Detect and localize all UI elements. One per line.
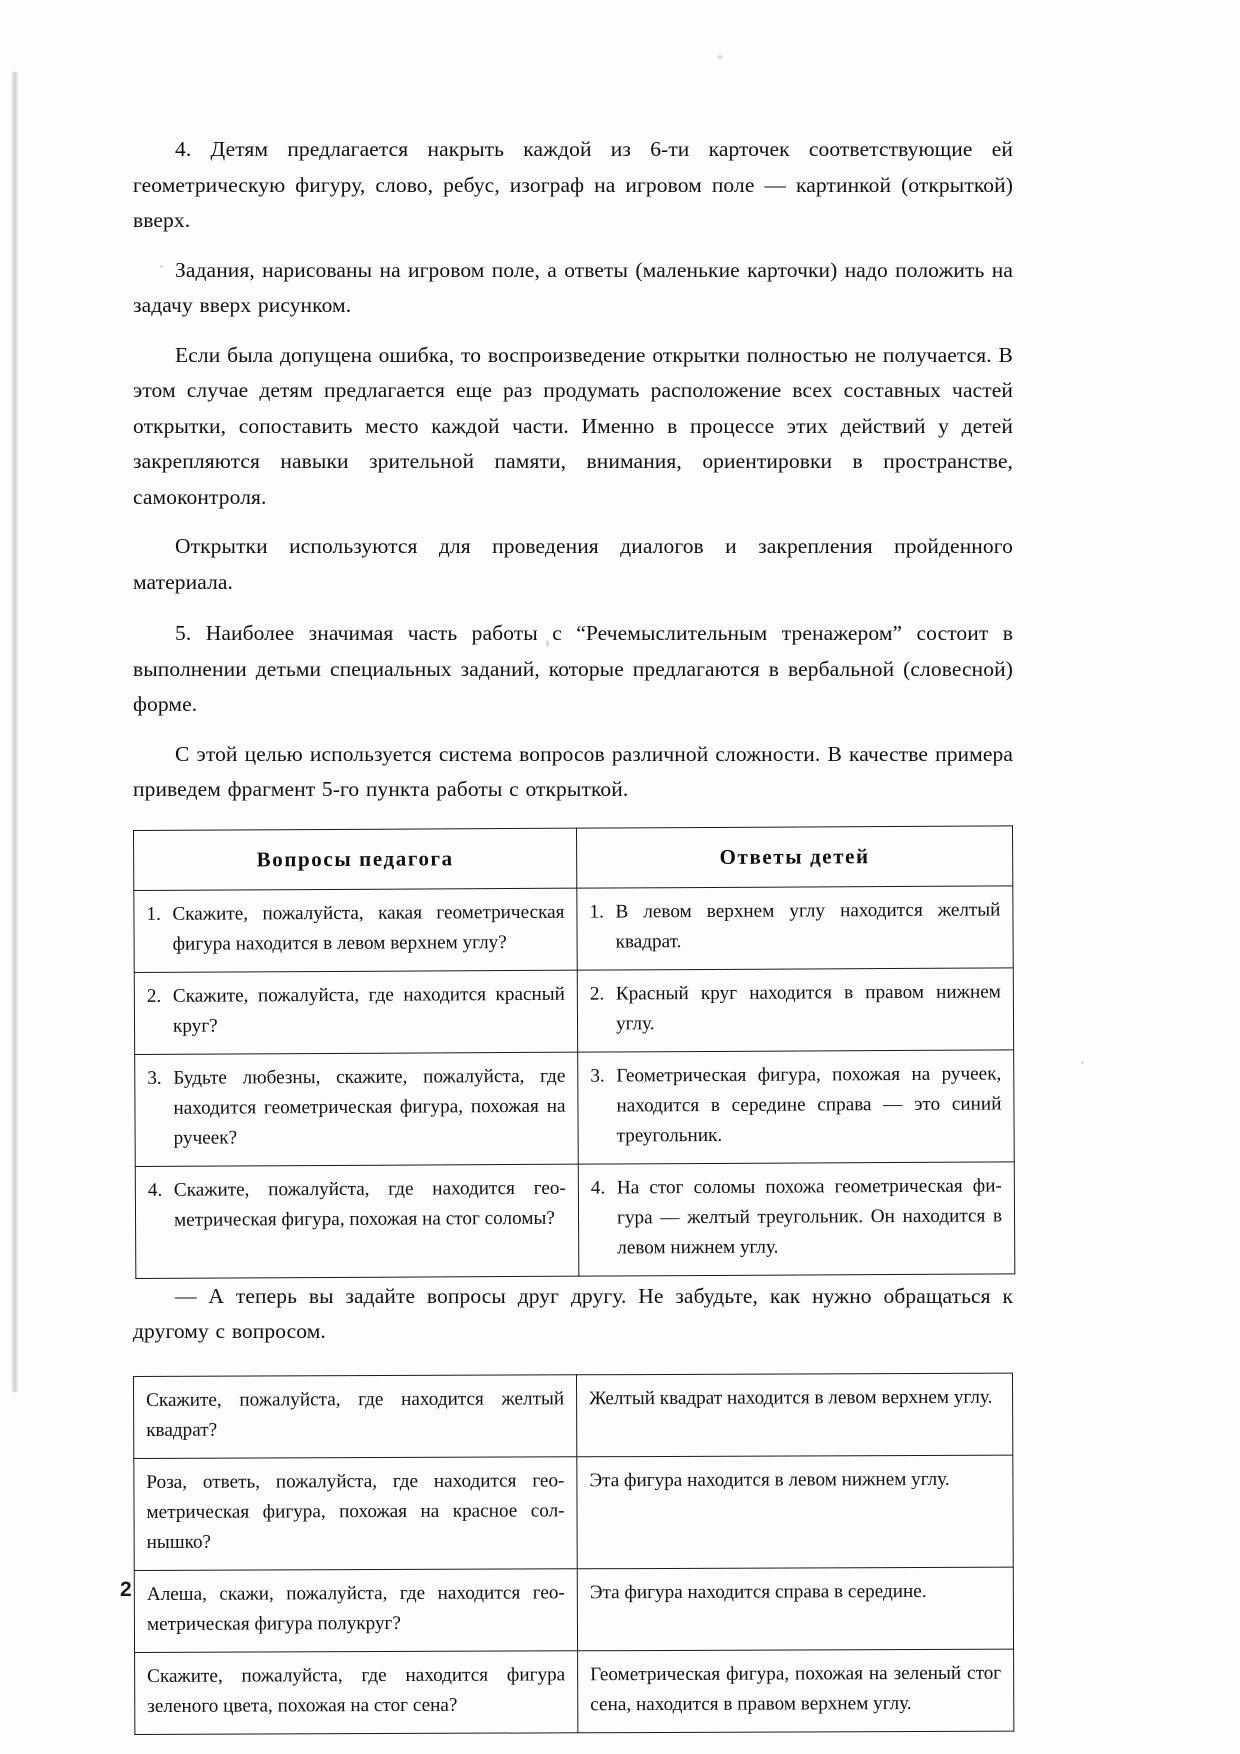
table-row bbox=[135, 1049, 1015, 1166]
paragraph-mid-note: — А теперь вы задайте вопросы друг другу. Не забудьте, как нужно обращаться к другому с вопросом. bbox=[133, 1283, 1013, 1343]
question-cell bbox=[134, 970, 577, 1054]
answer-cell bbox=[578, 1161, 1015, 1275]
question-text: Скажите, пожалуйста, где находится красный круг? bbox=[172, 983, 565, 1037]
scan-speck bbox=[1081, 1061, 1084, 1064]
table-row bbox=[134, 967, 1013, 1054]
column-header-questions: Вопросы педагога bbox=[134, 828, 577, 890]
answer-cell bbox=[577, 885, 1013, 969]
question-number: 3. bbox=[147, 1067, 162, 1089]
question-number: 2. bbox=[146, 985, 162, 1007]
answer-cell bbox=[577, 967, 1013, 1051]
table-header-row bbox=[134, 825, 1013, 890]
answer-cell: Эта фигура находится в левом нижнем углу. bbox=[577, 1455, 1013, 1569]
paragraph-question-system: С этой целью используется система вопросов различной сложности. В качестве примера приведем фрагмент 5-го пункта работы с открыткой. bbox=[133, 741, 1013, 801]
paragraph-postcards-usage: Открытки используются для проведения диалогов и закрепления пройденного материала. bbox=[133, 534, 1013, 594]
question-cell: Скажите, пожалуйста, где находится желтый квадрат? bbox=[134, 1374, 577, 1458]
scan-gutter-artifact bbox=[11, 72, 18, 1392]
answer-text: Геометрическая фигура, похожая на ручеек, находится в середине справа — это синий треугольник. bbox=[616, 1062, 1002, 1146]
question-number: 1. bbox=[146, 903, 161, 925]
scan-speck bbox=[718, 55, 722, 59]
table-row bbox=[135, 1649, 1014, 1734]
page-content bbox=[133, 132, 1013, 1735]
question-cell: Скажите, пожалуйста, где находится фигура зеленого цвета, похожая на стог сена? bbox=[135, 1650, 578, 1734]
column-header-answers: Ответы детей bbox=[577, 825, 1013, 887]
qa-table-one bbox=[133, 825, 1015, 1279]
answer-cell: Эта фигура находится справа в середине. bbox=[577, 1567, 1013, 1651]
question-cell: Роза, ответь, пожалуйста, где находится геометрическая фигура, похожая на красное солнышко? bbox=[134, 1456, 577, 1570]
paragraph-item-5: 5. Наиболее значимая часть работы с “Речемыслительным тренажером” состоит в выполнении детьми специальных заданий, которые предлагаются в вербальной (словесной) форме. bbox=[133, 621, 1013, 716]
qa-table-two-wrapper bbox=[133, 1372, 1014, 1734]
answer-cell: Желтый квадрат находится в левом верхнем углу. bbox=[577, 1373, 1013, 1457]
table-row bbox=[134, 885, 1013, 972]
answer-number: 2. bbox=[589, 983, 605, 1005]
question-text: Скажите, пожалуйста, где находится геометрическая фигура, похожая на стог соломы? bbox=[173, 1177, 566, 1231]
answer-number: 3. bbox=[590, 1065, 605, 1087]
qa-table-one-wrapper bbox=[133, 825, 1015, 1279]
question-cell: Алеша, скажи, пожалуйста, где находится геометрическая фигура полукруг? bbox=[134, 1568, 577, 1652]
answer-text: На стог соломы похожа геометрическая фигура — желтый треугольник. Он находится в левом нижнем углу. bbox=[616, 1174, 1003, 1258]
question-text: Будьте любезны, скажите, пожалуйста, где находится геометрическая фигура, похожая на ручеек? bbox=[173, 1065, 566, 1149]
qa-table-two bbox=[133, 1372, 1014, 1734]
answer-text: В левом верхнем углу находится желтый квадрат. bbox=[615, 898, 1001, 952]
answer-number: 4. bbox=[590, 1177, 606, 1199]
paragraph-error-case: Если была допущена ошибка, то воспроизведение открытки полностью не получается. В этом случае детям предлагается еще раз продумать расположение всех составных частей открытки, сопоставить место каждой части. Именно в процессе этих действий у детей закрепляются навыки зрительной памяти, внимания, ориентировки в пространстве, самоконтроля. bbox=[133, 342, 1013, 509]
table-row bbox=[134, 1567, 1013, 1652]
table-row bbox=[135, 1161, 1015, 1278]
paragraph-tasks-drawn: Задания, нарисованы на игровом поле, а ответы (маленькие карточки) надо положить на задачу вверх рисунком. bbox=[133, 257, 1013, 317]
page-number: 2 bbox=[120, 1578, 132, 1601]
question-text: Скажите, пожалуйста, какая геометрическая фигура находится в левом верхнем углу? bbox=[172, 901, 565, 955]
paragraph-item-4: 4. Детям предлагается накрыть каждой из 6-ти карточек соответствующие ей геометрическую фигуру, слово, ребус, изограф на игровом поле — картинкой (открыткой) вверх. bbox=[133, 137, 1013, 232]
answer-cell: Геометрическая фигура, похожая на зеленый стог сена, находится в правом верхнем углу. bbox=[578, 1649, 1014, 1733]
answer-text: Красный круг находится в правом нижнем углу. bbox=[615, 980, 1001, 1034]
answer-cell bbox=[578, 1049, 1015, 1163]
table-row bbox=[134, 1373, 1013, 1458]
answer-number: 1. bbox=[589, 901, 604, 923]
question-number: 4. bbox=[147, 1179, 163, 1201]
question-cell bbox=[135, 1164, 579, 1278]
question-cell bbox=[135, 1052, 579, 1166]
table-row bbox=[134, 1455, 1013, 1570]
question-cell bbox=[134, 888, 577, 972]
